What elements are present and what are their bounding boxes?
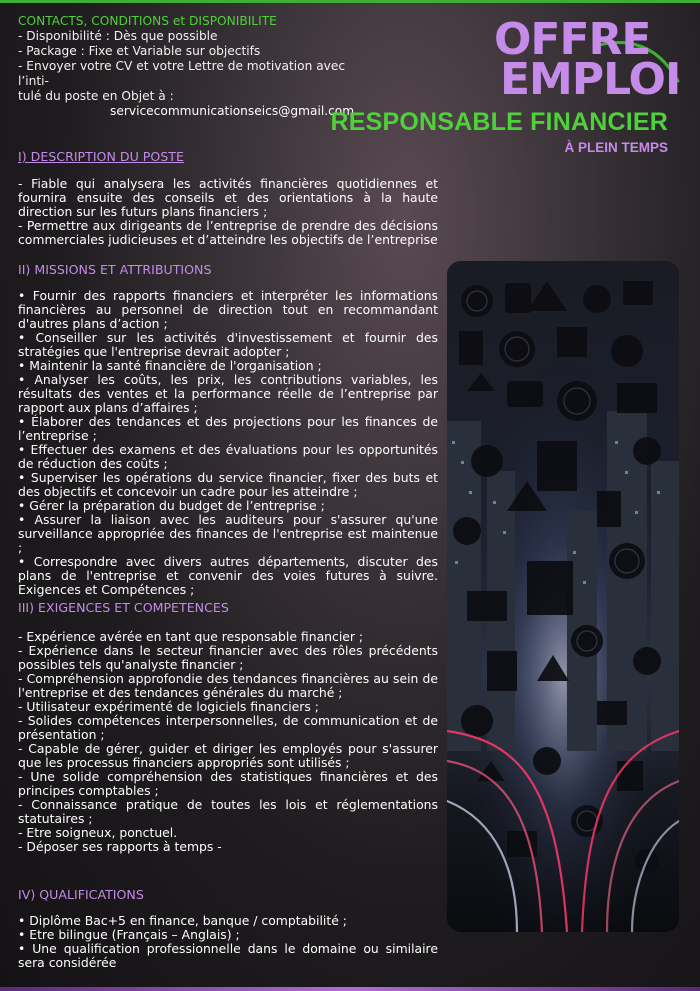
exigence-item: - Compréhension approfondie des tendances financières au sein de l'entreprise et des tendances générales du marché ;	[18, 671, 438, 700]
bottom-accent-bar	[0, 987, 700, 991]
logo-word-emploi: EMPLOI	[500, 54, 681, 105]
description-text	[18, 177, 438, 247]
exigence-item: - Une solide compréhension des statistiques financières et des principes comptables ;	[18, 769, 438, 798]
contact-line: tulé du poste en Objet à :	[18, 89, 174, 103]
mission-item: • Élaborer des tendances et des projections pour les finances de l’entreprise ;	[18, 414, 438, 443]
contacts-block	[18, 14, 378, 119]
section-title-exigences: III) EXIGENCES ET COMPETENCES	[18, 600, 229, 615]
missions-text	[18, 289, 438, 597]
description-line: - Permettre aux dirigeants de l’entreprise de prendre des décisions commerciales judicieuses et d’atteindre les objectifs de l’entreprise	[18, 218, 438, 247]
exigence-item: - Etre soigneux, ponctuel.	[18, 825, 178, 840]
city-finance-photo	[447, 261, 679, 932]
exigence-item: - Expérience dans le secteur financier avec des rôles précédents possibles tels qu'analyste financier ;	[18, 643, 438, 672]
section-title-missions: II) MISSIONS ET ATTRIBUTIONS	[18, 262, 212, 277]
contact-line: - Disponibilité : Dès que possible	[18, 29, 218, 43]
offre-emploi-logo	[494, 14, 684, 105]
contacts-title: CONTACTS, CONDITIONS et DISPONIBILITE	[18, 14, 277, 28]
qualification-item: • Une qualification professionnelle dans le domaine ou similaire sera considérée	[18, 941, 438, 970]
exigence-item: - Expérience avérée en tant que responsable financier ;	[18, 629, 364, 644]
contact-line: - Envoyer votre CV et votre Lettre de motivation avec l’inti-	[18, 59, 346, 88]
mission-item: • Fournir des rapports financiers et interpréter les informations financières au personnel de direction tout en recommandant d'autres plans d’action ;	[18, 288, 438, 331]
contact-line: - Package : Fixe et Variable sur objectifs	[18, 44, 261, 58]
exigences-text	[18, 630, 438, 854]
finance-icons-collage-icon	[447, 261, 679, 932]
section-title-description: I) DESCRIPTION DU POSTE	[18, 149, 184, 164]
qualifications-text	[18, 914, 438, 970]
mission-item: • Conseiller sur les activités d'investissement et fournir des stratégies que l'entreprise devrait adopter ;	[18, 330, 438, 359]
mission-item: • Maintenir la santé financière de l'organisation ;	[18, 358, 322, 373]
mission-item: • Gérer la préparation du budget de l’entreprise ;	[18, 498, 325, 513]
mission-item: • Superviser les opérations du service financier, fixer des buts et des objectifs et concevoir un cadre pour les atteindre ;	[18, 470, 438, 499]
exigence-item: - Capable de gérer, guider et diriger les employés pour s'assurer que les processus financiers appropriés sont utilisés ;	[18, 741, 438, 770]
exigence-item: - Déposer ses rapports à temps -	[18, 839, 222, 854]
mission-item: • Correspondre avec divers autres départements, discuter des plans de l'entreprise et convenir des voies futures à suivre. Exigences et Compétences ;	[18, 554, 438, 597]
exigence-item: - Connaissance pratique de toutes les lois et réglementations statutaires ;	[18, 797, 438, 826]
qualification-item: • Diplôme Bac+5 en finance, banque / comptabilité ;	[18, 913, 347, 928]
contact-email-link[interactable]: servicecommunicationseics@gmail.com	[110, 104, 355, 118]
job-title: RESPONSABLE FINANCIER	[330, 108, 668, 136]
mission-item: • Analyser les coûts, les prix, les contributions variables, les résultats des ventes et la performance réelle de l’entreprise par rapport aux plans d’affaires ;	[18, 372, 438, 415]
section-title-qualifications: IV) QUALIFICATIONS	[18, 887, 144, 902]
qualification-item: • Etre bilingue (Français – Anglais) ;	[18, 927, 240, 942]
logo-word-offre: OFFRE	[494, 14, 651, 65]
top-accent-bar	[0, 0, 700, 3]
description-line: - Fiable qui analysera les activités financières quotidiennes et fournira ensuite des conseils et des orientations à la haute direction sur les futurs plans financiers ;	[18, 176, 438, 219]
mission-item: • Assurer la liaison avec les auditeurs pour s'assurer qu'une surveillance appropriée des finances de l'entreprise est maintenue ;	[18, 512, 438, 555]
exigence-item: - Solides compétences interpersonnelles, de communication et de présentation ;	[18, 713, 438, 742]
exigence-item: - Utilisateur expérimenté de logiciels financiers ;	[18, 699, 319, 714]
job-type: À PLEIN TEMPS	[564, 140, 668, 155]
mission-item: • Effectuer des examens et des évaluations pour les opportunités de réduction des coûts ;	[18, 442, 438, 471]
